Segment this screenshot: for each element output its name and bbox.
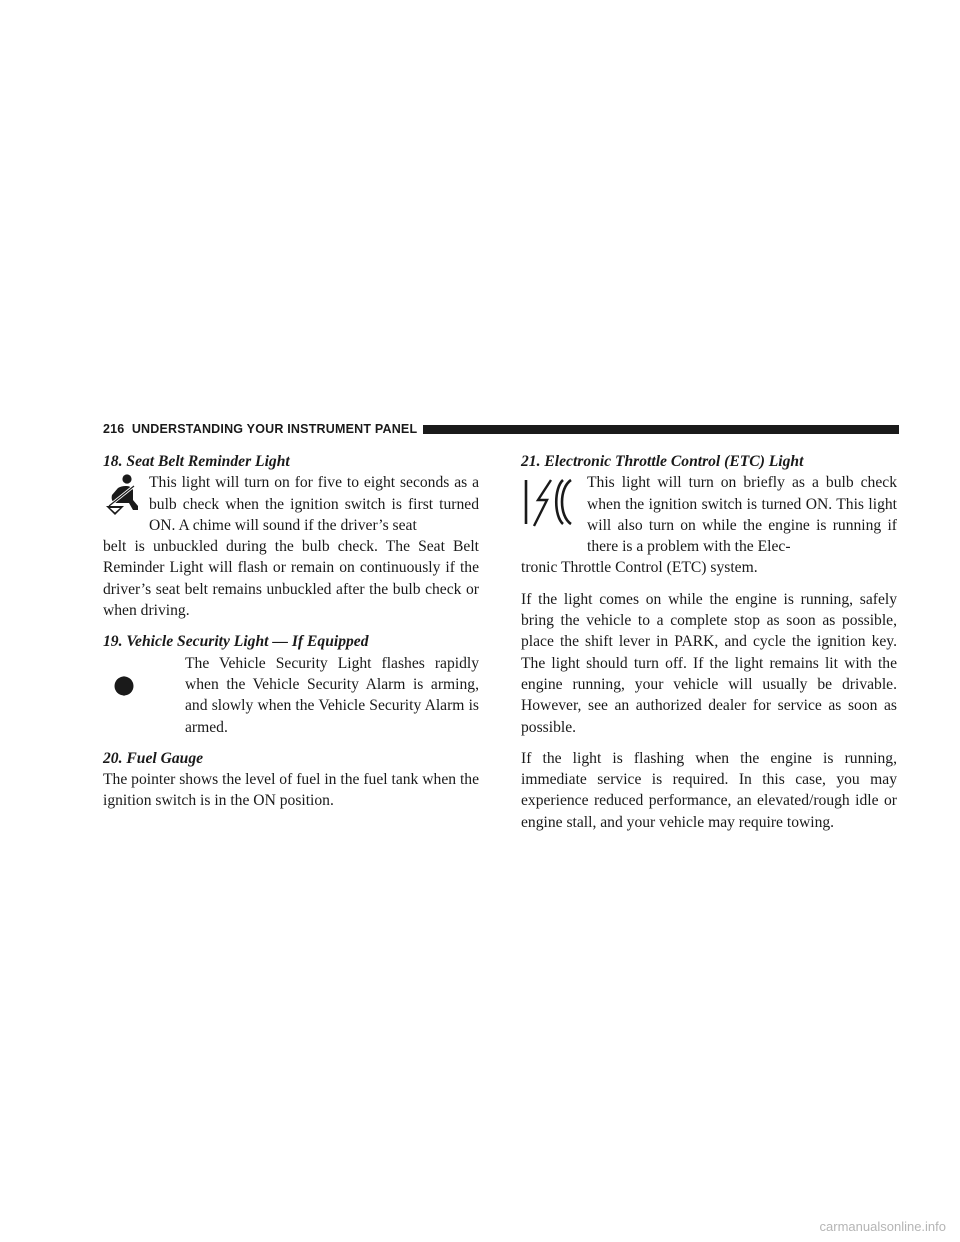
heading-vehicle-security: 19. Vehicle Security Light — If Equipped: [103, 633, 369, 651]
etc-text-beside-icon: This light will turn on briefly as a bulb check when the ignition switch is turned ON. This light will also turn on while the engine is running if there is a problem with the Elec-: [587, 474, 897, 556]
vehicle-security-block: [103, 653, 479, 738]
seat-belt-icon-box: [103, 472, 149, 536]
vehicle-security-text: The Vehicle Security Light flashes rapidly when the Vehicle Security Alarm is arming, and slowly when the Vehicle Security Alarm is armed.: [185, 654, 479, 736]
etc-paragraph-2: If the light comes on while the engine is running, safely bring the vehicle to a complete stop as soon as possible, place the shift lever in PARK, and cycle the ignition key. The light should turn off. If the light remains lit with the engine running, your vehicle will usually be drivable. However, see an authorized dealer for service as soon as possible.: [521, 590, 897, 736]
heading-etc-light: 21. Electronic Throttle Control (ETC) Light: [521, 453, 804, 470]
seat-belt-block: [103, 472, 479, 536]
heading-fuel-gauge: 20. Fuel Gauge: [103, 749, 204, 767]
seat-belt-icon: [103, 474, 143, 518]
right-column: [521, 451, 897, 833]
page-header-text: [103, 422, 417, 436]
fuel-gauge-text: The pointer shows the level of fuel in the fuel tank when the ignition switch is in the ON position.: [103, 771, 479, 810]
etc-text-continued: tronic Throttle Control (ETC) system.: [521, 559, 758, 577]
watermark: carmanualsonline.info: [819, 1219, 946, 1234]
seat-belt-text-beside-icon: This light will turn on for five to eight seconds as a bulb check when the ignition switch is first turned ON. A chime will sound if the driver’s seat: [149, 474, 479, 534]
left-column: [103, 451, 479, 812]
etc-paragraph-3: If the light is flashing when the engine is running, immediate service is required. In this case, you may experience reduced performance, an elevated/rough idle or engine stall, and your vehicle may require towing.: [521, 749, 897, 831]
heading-seat-belt: 18. Seat Belt Reminder Light: [103, 453, 290, 470]
seat-belt-text-continued: belt is unbuckled during the bulb check. The Seat Belt Reminder Light will flash or remain on continuously if the driver’s seat belt remains unbuckled after the bulb check or when driving.: [103, 538, 479, 620]
page-number: 216: [103, 422, 125, 436]
etc-lightning-icon: [521, 476, 577, 532]
page-header: [103, 420, 899, 438]
etc-icon-box: [521, 472, 587, 557]
security-light-icon: [113, 675, 135, 697]
header-rule: [423, 425, 899, 434]
etc-block: [521, 472, 897, 557]
section-title: UNDERSTANDING YOUR INSTRUMENT PANEL: [131, 422, 418, 436]
security-icon-box: [103, 653, 185, 738]
